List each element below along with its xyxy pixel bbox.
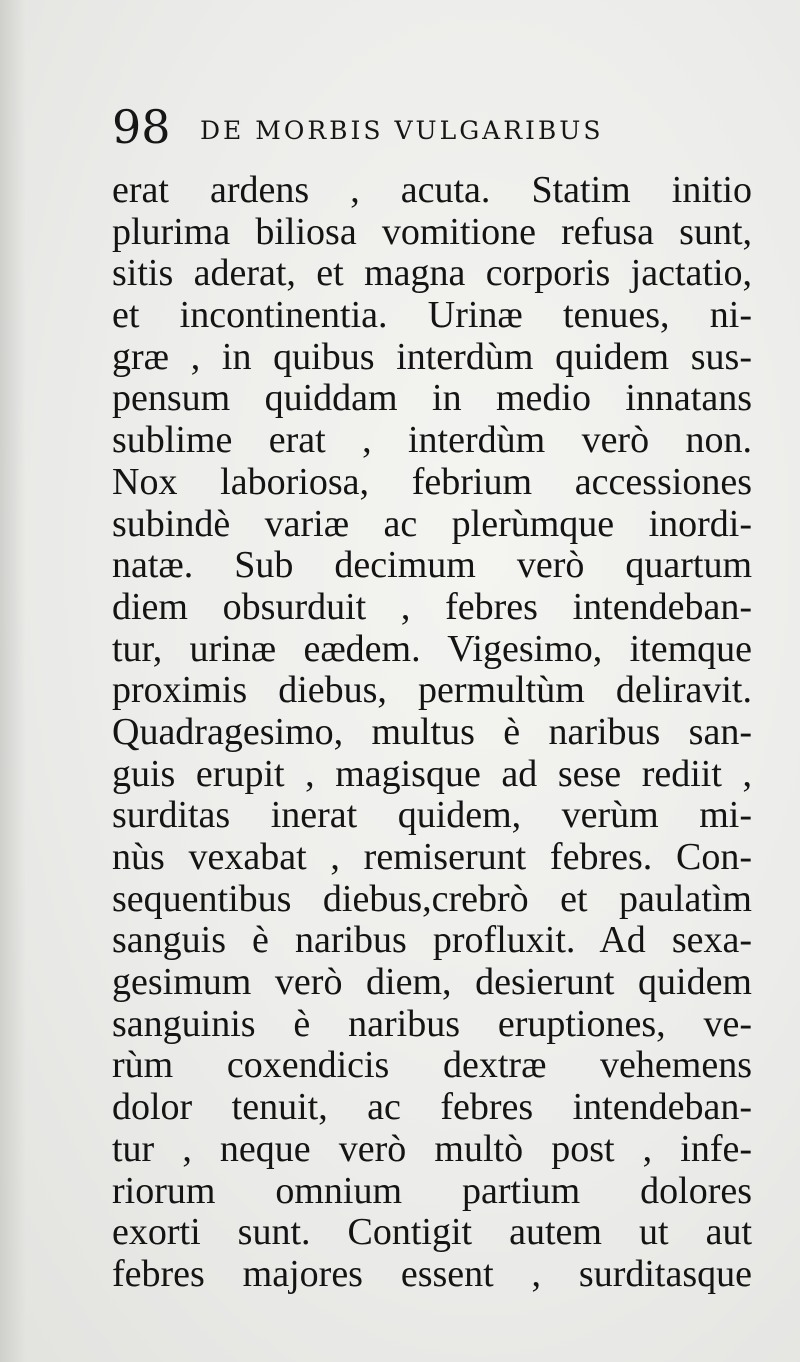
text-line: sublime erat , interdùm verò non.	[112, 419, 752, 462]
text-line: tur, urinæ eædem. Vigesimo, itemque	[112, 627, 752, 670]
text-line: natæ. Sub decimum verò quartum	[112, 544, 752, 587]
text-line: græ , in quibus interdùm quidem sus-	[112, 335, 752, 378]
text-line: exorti sunt. Contigit autem ut aut	[112, 1211, 752, 1254]
body-text	[112, 170, 752, 1296]
page-number: 98	[112, 100, 171, 154]
text-line: diem obsurduit , febres intendeban-	[112, 585, 752, 628]
text-line: dolor tenuit, ac febres intendeban-	[112, 1086, 752, 1129]
page-gutter-shadow	[0, 0, 26, 1362]
page-header	[112, 98, 712, 162]
text-line: riorum omnium partium dolores	[112, 1169, 752, 1212]
text-line: surditas inerat quidem, verùm mi-	[112, 794, 752, 837]
text-line: subindè variæ ac plerùmque inordi-	[112, 502, 752, 545]
text-line: tur , neque verò multò post , infe-	[112, 1127, 752, 1170]
text-line: Nox laboriosa, febrium accessiones	[112, 460, 752, 503]
running-head: DE MORBIS VULGARIBUS	[200, 116, 604, 145]
text-line: proximis diebus, permultùm deliravit.	[112, 669, 752, 712]
text-line: sanguinis è naribus eruptiones, ve-	[112, 1002, 752, 1045]
text-line: Quadragesimo, multus è naribus san-	[112, 710, 752, 753]
text-line: sequentibus diebus,crebrò et paulatìm	[112, 877, 752, 920]
text-line: et incontinentia. Urinæ tenues, ni-	[112, 294, 752, 337]
text-line: nùs vexabat , remiserunt febres. Con-	[112, 836, 752, 878]
text-line: sitis aderat, et magna corporis jactatio,	[112, 252, 752, 295]
text-line: plurima biliosa vomitione refusa sunt,	[112, 210, 752, 253]
text-line: sanguis è naribus profluxit. Ad sexa-	[112, 919, 752, 962]
text-line: guis erupit , magisque ad sese rediit ,	[112, 752, 752, 795]
text-line: gesimum verò diem, desierunt quidem	[112, 961, 752, 1004]
text-line: febres majores essent , surditasque	[112, 1252, 752, 1295]
text-line: pensum quiddam in medio innatans	[112, 377, 752, 420]
text-line: erat ardens , acuta. Statim initio	[112, 169, 752, 211]
text-line: rùm coxendicis dextræ vehemens	[112, 1044, 752, 1087]
